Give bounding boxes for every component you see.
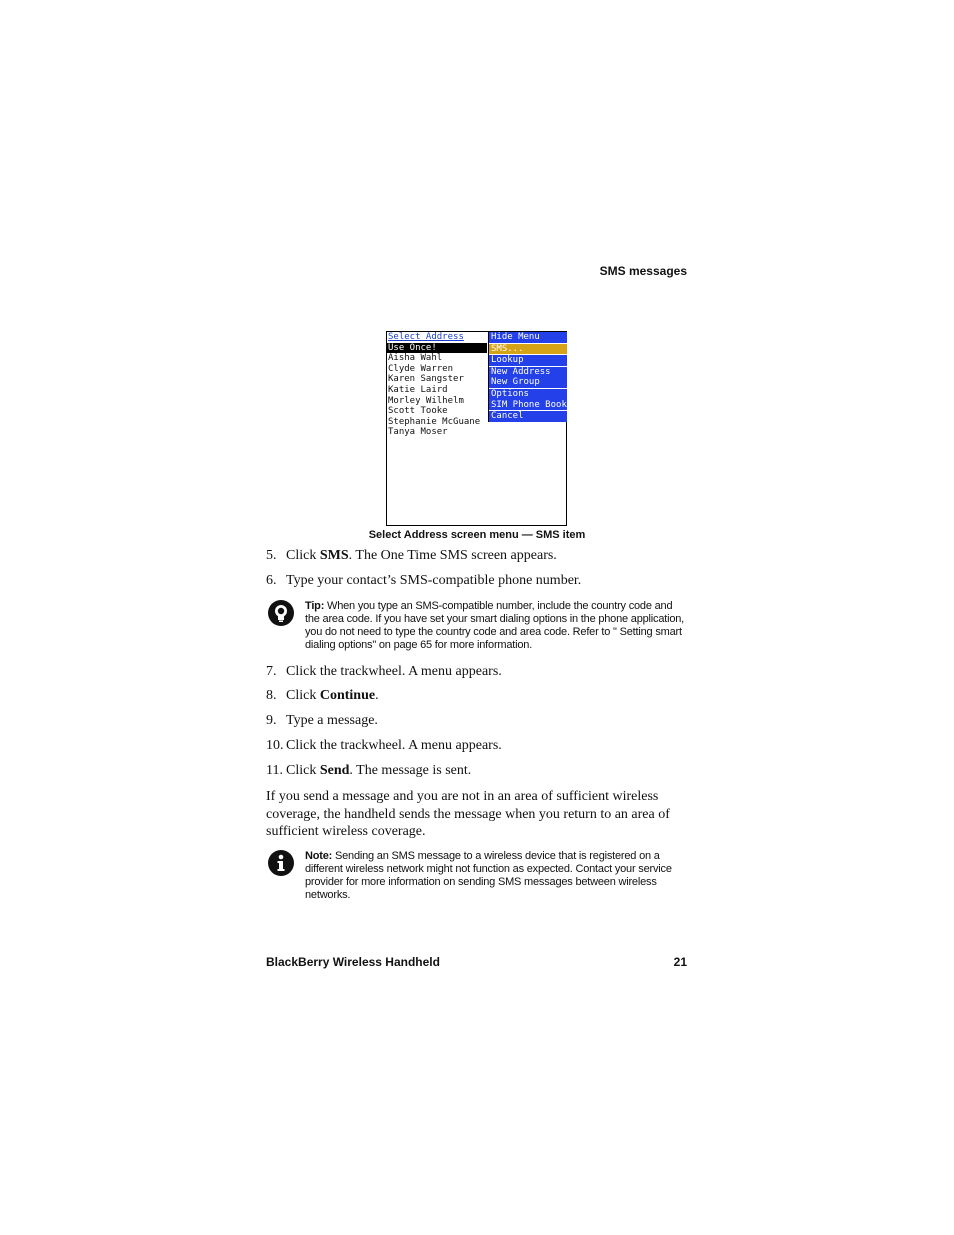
menu-item-options[interactable]: Options [491, 388, 529, 399]
address-item[interactable]: Aisha Wahl [388, 353, 443, 364]
step-bold: SMS [319, 548, 349, 563]
device-screenshot [386, 331, 567, 526]
footer-title: BlackBerry Wireless Handheld [266, 955, 440, 969]
address-item[interactable]: Stephanie McGuane [388, 416, 481, 427]
step-7 [266, 664, 502, 680]
step-number: 7. [266, 664, 277, 679]
address-item-selected[interactable]: Use Once! [387, 343, 487, 354]
address-item[interactable]: Morley Wilhelm [388, 395, 464, 406]
step-10 [266, 738, 502, 754]
step-number: 9. [266, 713, 277, 728]
tip-text [305, 600, 688, 652]
note-text [305, 850, 688, 902]
body-paragraph: If you send a message and you are not in an area of sufficient wireless coverage, the handheld sends the message when you return to an area of sufficient wireless coverage. [266, 789, 670, 839]
step-text: . The message is sent. [349, 763, 472, 778]
step-text: . [375, 688, 379, 703]
address-list [387, 332, 487, 438]
menu-item-new-group[interactable]: New Group [491, 377, 540, 388]
step-text: Click [286, 548, 320, 563]
step-number: 10. [266, 738, 284, 753]
running-head: SMS messages [599, 264, 687, 278]
menu-item-lookup[interactable]: Lookup [491, 355, 524, 366]
step-text: Click [286, 763, 320, 778]
step-bold: Send [319, 763, 350, 778]
menu-item-new-address[interactable]: New Address [491, 366, 551, 377]
step-9 [266, 713, 378, 729]
step-text: Click the trackwheel. A menu appears. [286, 664, 502, 679]
address-item[interactable]: Katie Laird [388, 384, 448, 395]
step-text: Click [286, 688, 320, 703]
step-text: Click the trackwheel. A menu appears. [286, 738, 502, 753]
context-menu [488, 332, 567, 422]
step-number: 8. [266, 688, 277, 703]
address-item[interactable]: Karen Sangster [388, 374, 464, 385]
step-text: Type your contact’s SMS-compatible phone number. [286, 573, 582, 588]
note-body: Sending an SMS message to a wireless device that is registered on a different wireless network might not function as expected. Contact your service provider for more information on sending SMS messages between wireless networks. [305, 850, 672, 901]
address-list-title: Select Address [388, 332, 464, 342]
tip-label: Tip: [305, 600, 325, 612]
menu-item-sim-phone-book[interactable]: SIM Phone Book [491, 399, 567, 410]
step-number: 11. [266, 763, 283, 778]
address-item[interactable]: Scott Tooke [388, 406, 448, 417]
step-11 [266, 763, 471, 779]
step-6 [266, 573, 581, 589]
step-bold: Continue [319, 688, 376, 703]
address-item[interactable]: Clyde Warren [388, 363, 454, 374]
tip-body: When you type an SMS-compatible number, include the country code and the area code. If you have set your smart dialing options in the phone application, you do not need to type the country code and area code. Refer to " Setting smart dialing options" on page 65 for more information. [305, 600, 685, 651]
menu-item-sms[interactable]: SMS... [489, 344, 567, 355]
menu-item-hide-menu[interactable]: Hide Menu [491, 332, 540, 342]
step-text: Type a message. [286, 713, 378, 728]
step-8 [266, 688, 379, 704]
lightbulb-icon [268, 600, 294, 626]
menu-item-cancel[interactable]: Cancel [491, 411, 524, 422]
page-number: 21 [673, 955, 687, 969]
step-number: 5. [266, 548, 277, 563]
step-5 [266, 548, 557, 564]
step-text: . The One Time SMS screen appears. [348, 548, 557, 563]
note-label: Note: [305, 850, 333, 862]
address-item[interactable]: Tanya Moser [388, 427, 448, 438]
step-number: 6. [266, 573, 277, 588]
figure-caption: Select Address screen menu — SMS item [368, 529, 586, 541]
info-icon [268, 850, 294, 876]
